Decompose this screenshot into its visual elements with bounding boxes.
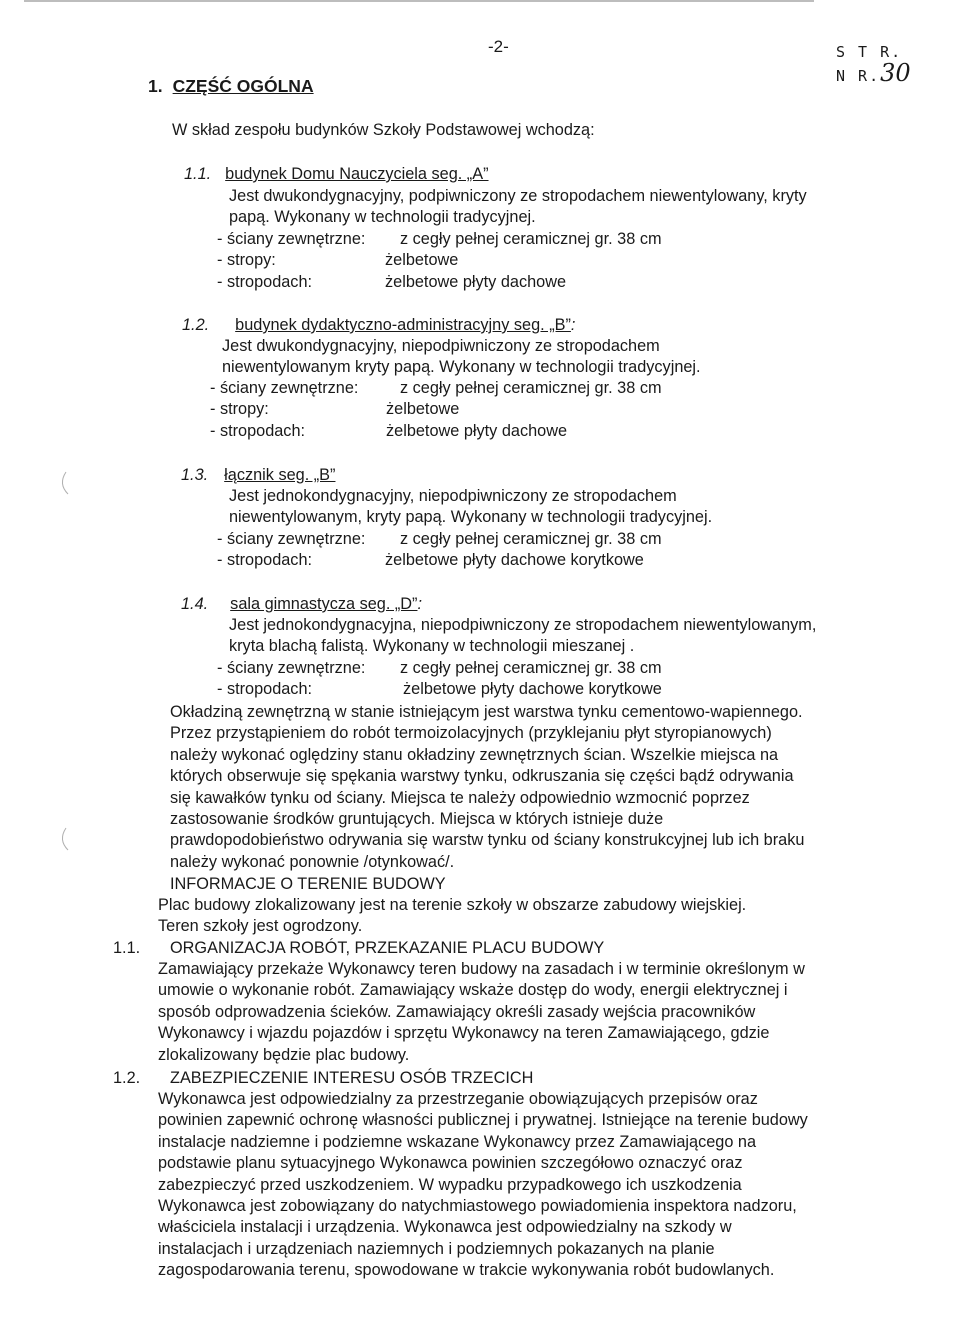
section-number: 1.1. <box>113 939 141 957</box>
spec-value: żelbetowe <box>385 251 459 270</box>
section-line: powinien zapewnić ochronę własności publicznej i prywatnej. Istniejące na terenie budowy <box>158 1111 808 1130</box>
stamp-line-2: N R. <box>836 67 881 85</box>
description-line: Jest dwukondygnacyjny, podpiwniczony ze stropodachem niewentylowany, kryty <box>229 187 807 205</box>
cladding-paragraph <box>170 702 930 873</box>
building-number: 1.2. <box>182 316 210 334</box>
building-description <box>222 336 701 379</box>
spec-row <box>217 658 662 679</box>
page-stamp <box>836 42 911 87</box>
spec-row <box>210 378 662 399</box>
section-line: zagospodarowania terenu, spowodowane w trakcie wykonywania robót budowlanych. <box>158 1261 775 1280</box>
section-line: instalacje nadziemne i podziemne wskazane Wykonawcy przez Zamawiającego na <box>158 1132 757 1151</box>
stamp-number: 30 <box>880 59 911 87</box>
paragraph-line: należy wykonać oględziny stanu okładziny zewnętrznych ścian. Wszelkie miejsca na <box>170 745 779 764</box>
intro-text: W skład zespołu budynków Szkoły Podstawowej wchodzą: <box>172 121 595 139</box>
section-title: ORGANIZACJA ROBÓT, PRZEKAZANIE PLACU BUDOWY <box>170 939 605 957</box>
building-specs <box>217 529 662 572</box>
building-specs <box>217 658 662 701</box>
section-body <box>158 959 805 1066</box>
building-specs <box>210 378 662 442</box>
section-line: umowie o wykonanie robót. Zamawiający wskaże dostęp do wody, energii elektrycznej i <box>158 981 788 1000</box>
section-line: Wykonawcy i wjazdu pojazdów i sprzętu Wykonawcy na teren Zamawiającego, gdzie <box>158 1024 770 1043</box>
spec-value: z cegły pełnej ceramicznej gr. 38 cm <box>400 230 662 248</box>
spec-row <box>217 229 662 250</box>
stamp-line-1: S T R. <box>836 43 903 61</box>
spec-value: z cegły pełnej ceramicznej gr. 38 cm <box>400 379 662 397</box>
building-item <box>181 594 422 615</box>
title-colon: : <box>570 316 576 334</box>
site-info-line: Plac budowy zlokalizowany jest na terenie szkoły w obszarze zabudowy wiejskiej. <box>158 896 747 914</box>
spec-label: - ściany zewnętrzne: <box>210 379 359 397</box>
spec-value: żelbetowe płyty dachowe korytkowe <box>385 551 644 570</box>
spec-value: żelbetowe <box>386 400 460 419</box>
site-info-title: INFORMACJE O TERENIE BUDOWY <box>170 875 446 893</box>
building-description <box>229 486 712 529</box>
building-number: 1.1. <box>184 165 212 183</box>
building-description <box>229 615 816 658</box>
building-item <box>181 465 335 486</box>
section-body <box>158 1089 808 1282</box>
description-line: papą. Wykonany w technologii tradycyjnej. <box>229 208 536 227</box>
spec-label: - ściany zewnętrzne: <box>217 530 366 548</box>
scan-mark <box>56 470 70 496</box>
title-colon: : <box>417 595 423 613</box>
description-line: Jest jednokondygnacyjna, niepodpiwniczony ze stropodachem niewentylowanym, <box>229 616 817 634</box>
spec-value: z cegły pełnej ceramicznej gr. 38 cm <box>400 659 662 677</box>
paragraph-line: się kawałków tynku od ściany. Miejsca te należy odpowiednio wzmocnić poprzez <box>170 788 750 807</box>
section-line: instalacjach i urządzeniach naziemnych i podziemnych pokazanych na planie <box>158 1239 715 1258</box>
spec-label: - stropy: <box>210 400 269 419</box>
spec-value: żelbetowe płyty dachowe korytkowe <box>403 680 662 699</box>
spec-value: z cegły pełnej ceramicznej gr. 38 cm <box>400 530 662 548</box>
page-number: -2- <box>488 37 509 56</box>
description-line: niewentylowanym kryty papą. Wykonany w technologii tradycyjnej. <box>222 358 701 377</box>
description-line: Jest dwukondygnacyjny, niepodpiwniczony ze stropodachem <box>222 337 660 355</box>
site-info-text <box>158 895 746 938</box>
spec-row <box>210 421 662 442</box>
site-info-line: Teren szkoły jest ogrodzony. <box>158 917 363 936</box>
building-description <box>229 186 807 229</box>
section-line: Wykonawca jest zobowiązany do natychmiastowego powiadomienia inspektora nadzoru, <box>158 1197 797 1216</box>
paragraph-line: należy wykonać ponownie /otynkować/. <box>170 852 455 871</box>
paragraph-line: których obserwuje się spękania warstwy tynku, odkruszania się części bądź odrywania <box>170 767 794 786</box>
description-line: niewentylowanym, kryty papą. Wykonany w technologii tradycyjnej. <box>229 508 713 527</box>
spec-row <box>217 272 662 293</box>
description-line: Jest jednokondygnacyjny, niepodpiwniczony ze stropodachem <box>229 487 677 505</box>
building-item <box>182 315 575 336</box>
paragraph-line: Przez przystąpieniem do robót termoizolacyjnych (przyklejaniu płyt styropianowych) <box>170 724 772 743</box>
section-heading-number: 1. <box>148 76 163 96</box>
section-line: Zamawiający przekaże Wykonawcy teren budowy na zasadach i w terminie określonym w <box>158 960 805 978</box>
spec-row <box>217 679 662 700</box>
spec-label: - ściany zewnętrzne: <box>217 230 366 248</box>
spec-row <box>217 529 662 550</box>
building-title: budynek dydaktyczno-administracyjny seg. „B” <box>235 316 571 334</box>
scan-top-rule <box>24 0 814 2</box>
scan-mark <box>56 826 70 852</box>
section-line: podstawie planu sytuacyjnego Wykonawca powinien szczegółowo oznaczyć oraz <box>158 1154 743 1173</box>
section-number: 1.2. <box>113 1069 141 1087</box>
section-line: Wykonawca jest odpowiedzialny za przestrzeganie obowiązujących przepisów oraz <box>158 1090 758 1108</box>
spec-row <box>217 550 662 571</box>
building-title: łącznik seg. „B” <box>224 466 336 484</box>
section-heading-title: CZĘŚĆ OGÓLNA <box>172 76 314 96</box>
spec-row <box>210 399 662 420</box>
spec-label: - stropodach: <box>210 421 306 440</box>
spec-value: żelbetowe płyty dachowe <box>385 272 567 291</box>
section-heading <box>148 76 314 97</box>
spec-label: - stropodach: <box>217 551 313 570</box>
building-title: budynek Domu Nauczyciela seg. „A” <box>225 165 489 183</box>
section-line: właściciela instalacji i urządzenia. Wykonawca jest odpowiedzialny na szkody w <box>158 1218 732 1237</box>
section-line: zabezpieczyć przed uszkodzeniem. W wypadku przypadkowego ich uszkodzenia <box>158 1175 742 1194</box>
spec-value: żelbetowe płyty dachowe <box>386 421 568 440</box>
spec-label: - stropodach: <box>217 272 313 291</box>
building-number: 1.4. <box>181 595 209 613</box>
building-title: sala gimnastycza seg. „D” <box>230 595 418 613</box>
paragraph-line: zastosowanie środków gruntujących. Miejsca w których istnieje duże <box>170 810 664 829</box>
section-line: sposób odprowadzenia ścieków. Zamawiający określi zasady wejścia pracowników <box>158 1002 756 1021</box>
spec-label: - stropy: <box>217 251 276 270</box>
section-title: ZABEZPIECZENIE INTERESU OSÓB TRZECICH <box>170 1069 534 1087</box>
description-line: kryta blachą falistą. Wykonany w technologii mieszanej . <box>229 637 635 656</box>
paragraph-line: prawdopodobieństwo odrywania się warstw tynku od ściany konstrukcyjnej lub ich braku <box>170 831 805 850</box>
building-number: 1.3. <box>181 466 209 484</box>
spec-row <box>217 250 662 271</box>
paragraph-line: Okładziną zewnętrzną w stanie istniejącym jest warstwa tynku cementowo-wapiennego. <box>170 703 803 721</box>
spec-label: - ściany zewnętrzne: <box>217 659 366 677</box>
section-line: zlokalizowany będzie plac budowy. <box>158 1045 410 1064</box>
building-specs <box>217 229 662 293</box>
spec-label: - stropodach: <box>217 680 313 699</box>
building-item <box>184 164 489 185</box>
